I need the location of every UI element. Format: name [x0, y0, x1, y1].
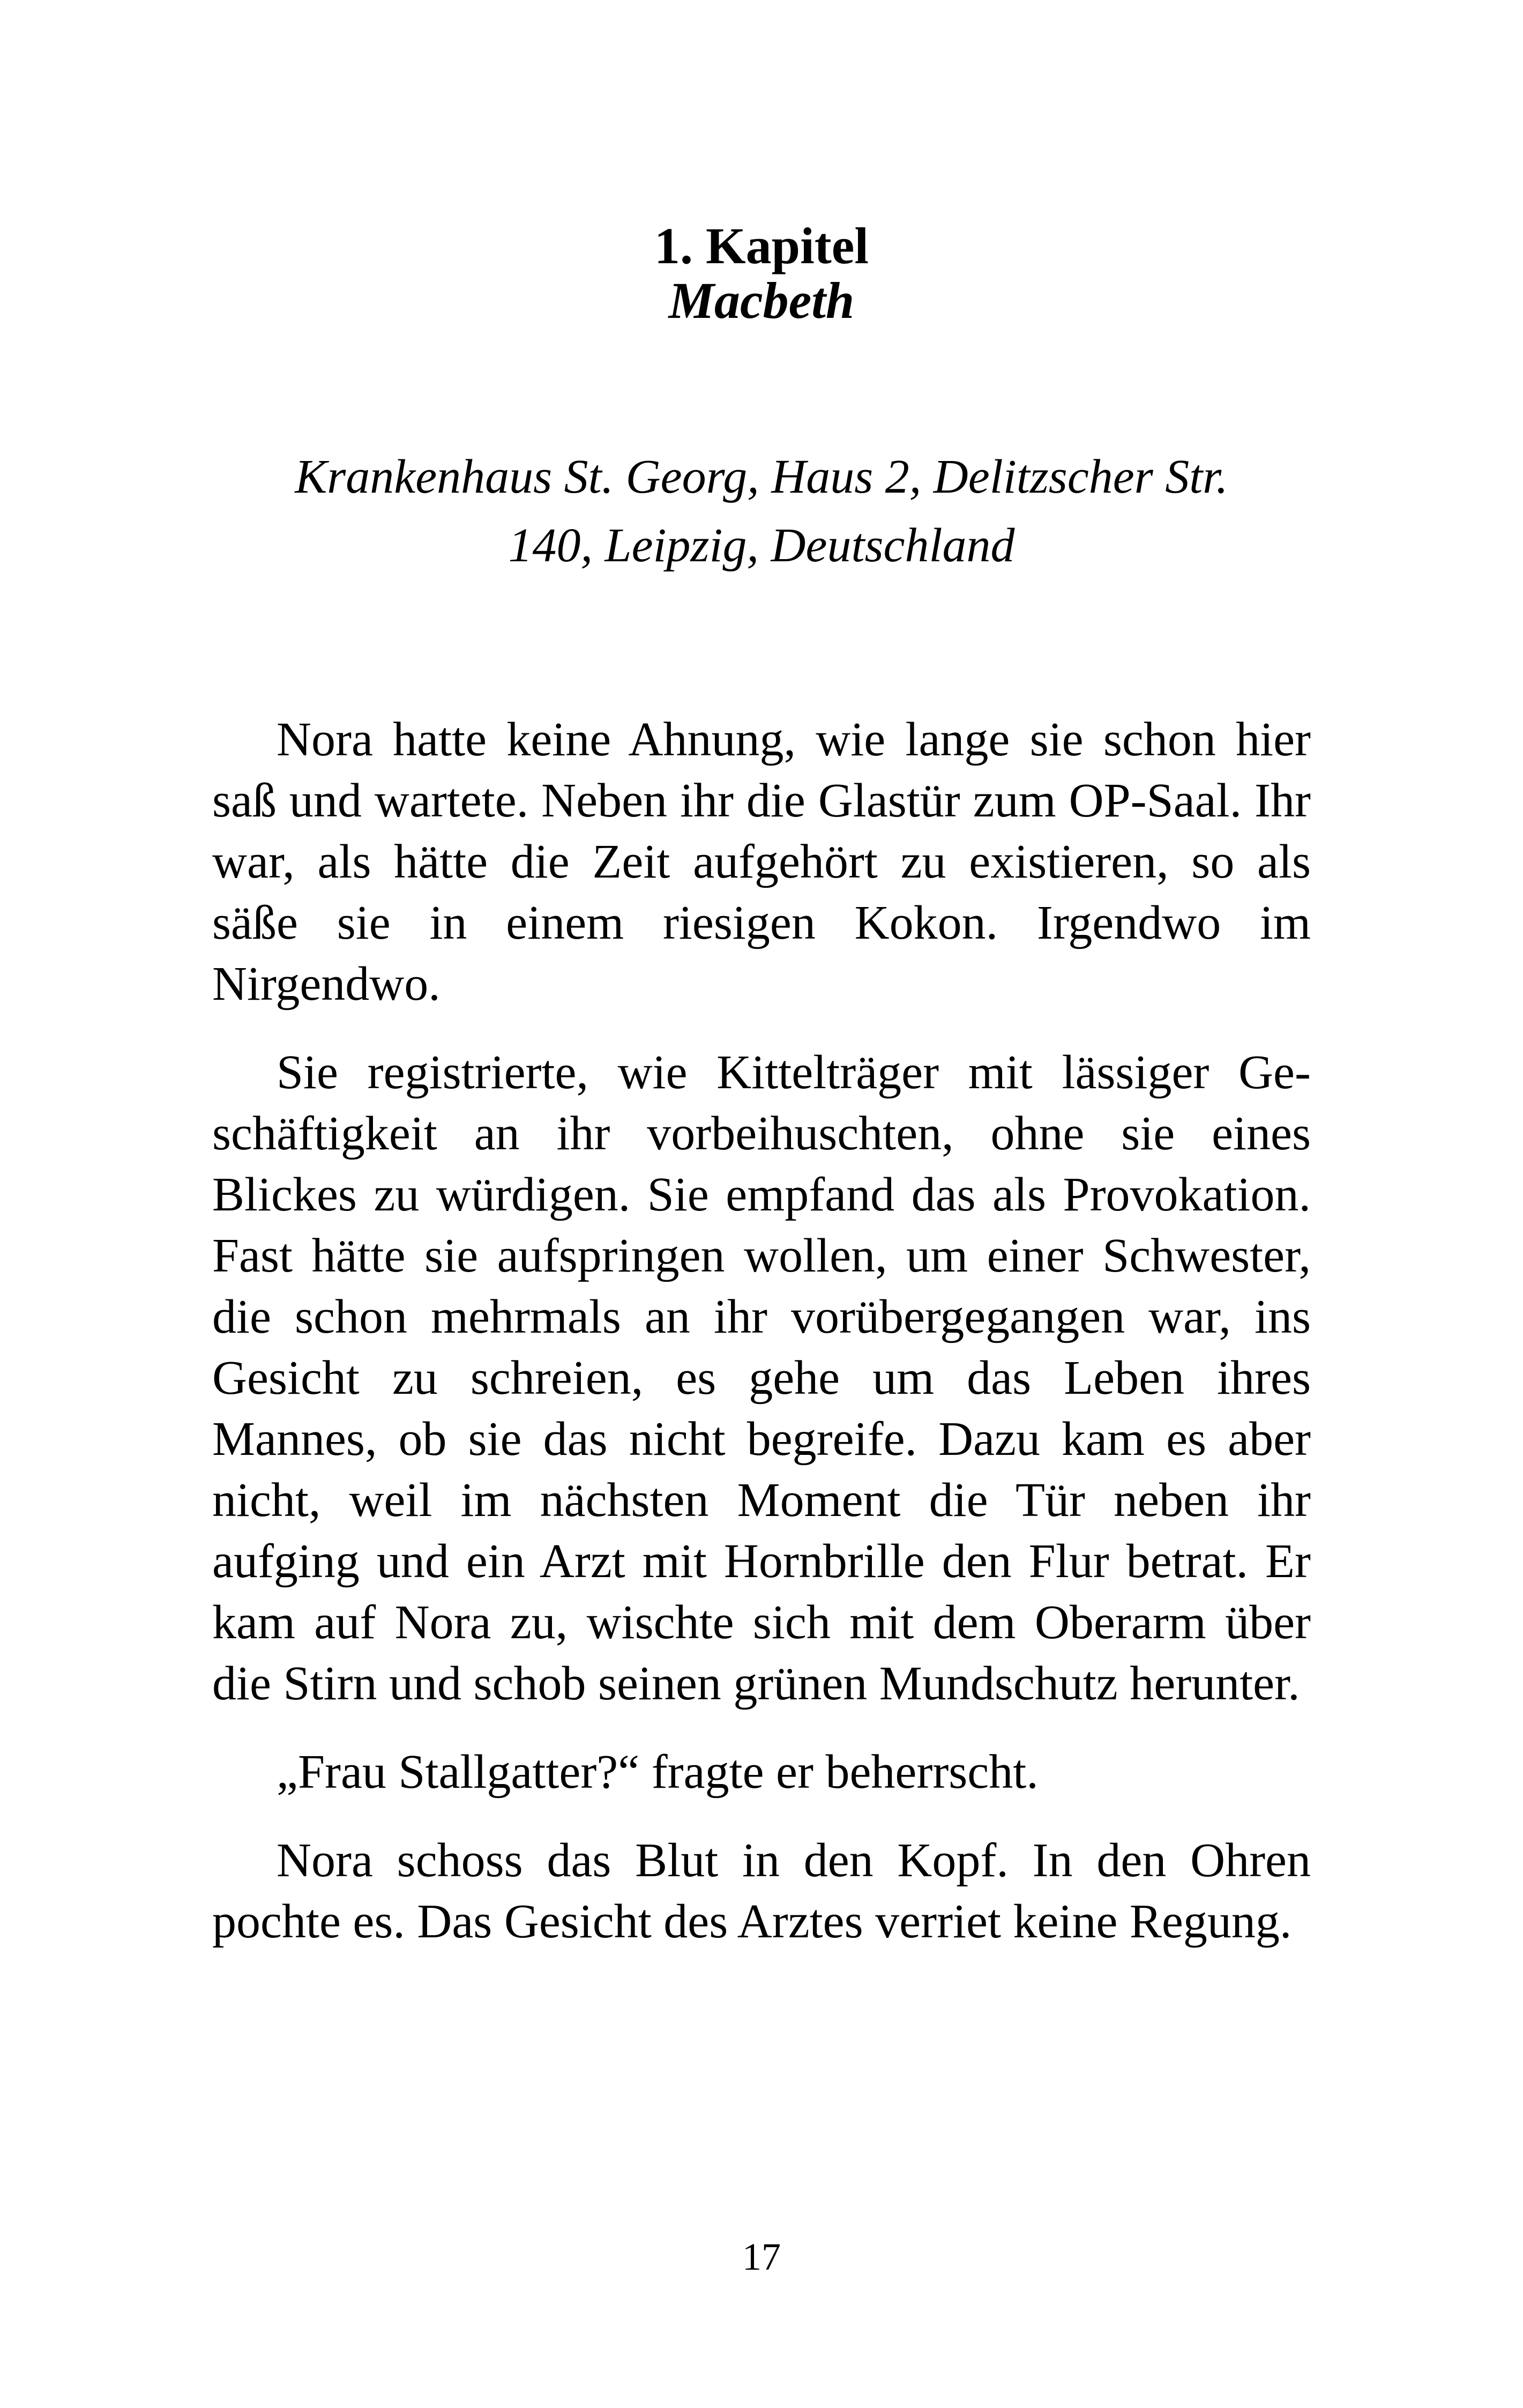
page-number: 17 [742, 2235, 781, 2278]
chapter-number: 1. Kapitel [654, 217, 869, 274]
chapter-title: Macbeth [668, 272, 855, 329]
location-line-1: Krankenhaus St. Georg, Haus 2, Delitzscher Str. [295, 450, 1228, 503]
paragraph-4: Nora schoss das Blut in den Kopf. In den Ohren pochte es. Das Gesicht des Arztes verriet keine Regung. [212, 1834, 1311, 1948]
location-heading [225, 443, 1298, 580]
paragraph-1: Nora hatte keine Ahnung, wie lange sie schon hier saß und wartete. Neben ihr die Glastür zum OP-Saal. Ihr war, als hätte die Zeit aufgehört zu existieren, so als säße sie in einem riesigen Kokon. Irgendwo im Nirgendwo. [212, 713, 1311, 1010]
paragraph-3: „Frau Stallgatter?“ fragte er beherrscht. [277, 1745, 1039, 1798]
location-line-2: 140, Leipzig, Deutschland [508, 519, 1015, 572]
chapter-body [212, 709, 1311, 1980]
paragraph-2: Sie registrierte, wie Kittelträger mit lässiger Geschäftigkeit an ihr vorbeihuschten, ohne sie eines Blickes zu würdigen. Sie empfand das als Provokation. Fast hätte sie aufspringen wollen, um einer Schwester, die schon mehrmals an ihr vorübergegangen war, ins Gesicht zu schreien, es gehe um das Leben ihres Mannes, ob sie das nicht begreife. Dazu kam es aber nicht, weil im nächsten Moment die Tür neben ihr aufging und ein Arzt mit Hornbrille den Flur betrat. Er kam auf Nora zu, wischte sich mit dem Oberarm über die Stirn und schob seinen grünen Mundschutz herunter. [212, 1046, 1311, 1710]
